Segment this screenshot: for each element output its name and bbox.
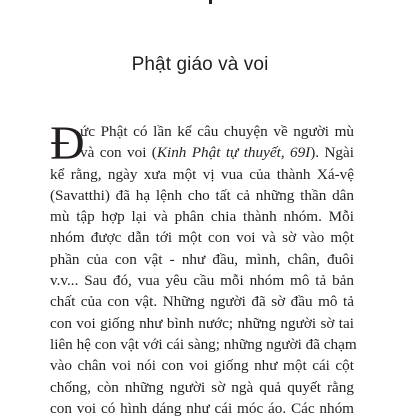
chapter-title: Phật giáo và voi	[131, 54, 269, 75]
text-line: liên hệ con vật với cái sàng; những người đã chạm	[50, 335, 357, 353]
text-line: kể rằng, ngày xưa một vị vua của thành Xá-vệ	[50, 165, 354, 183]
text-line: vào chân voi nói con voi giống như một cái cột	[50, 357, 354, 375]
text-line: con voi giống như bình nước; những người sờ tai	[50, 314, 354, 332]
top-page-mark	[209, 0, 212, 4]
text-segment: và con voi (	[80, 144, 157, 162]
text-line: phần của con vật - như đầu, mình, chân, đuôi	[50, 250, 354, 268]
text-line: chất của con vật. Những người đã sờ đầu mô tả	[50, 293, 354, 311]
citation: Kinh Phật tự thuyết, 69I	[156, 144, 311, 162]
text-line: ức Phật có lần kể câu chuyện về người mù	[80, 123, 354, 140]
text-line: (Savatthi) đã hạ lệnh cho tất cả những thần dân	[50, 186, 354, 204]
drop-cap: Đ	[50, 117, 85, 170]
text-line: v.v... Sau đó, vua yêu cầu mỗi nhóm mô tả bản	[50, 272, 354, 290]
text-line: mù tập hợp lại và phân chia thành nhóm. Mỗi	[50, 208, 354, 226]
text-segment: ). Ngài	[310, 144, 354, 162]
body-paragraph	[50, 117, 357, 419]
text-line: nhóm được dẫn tới một con voi và sờ vào một	[50, 229, 354, 247]
text-line	[50, 142, 354, 163]
text-line: chống, còn những người sờ ngà quả quyết rằng	[50, 378, 354, 396]
text-line: con voi có hình dáng như cái móc áo. Các nhóm	[50, 399, 354, 417]
